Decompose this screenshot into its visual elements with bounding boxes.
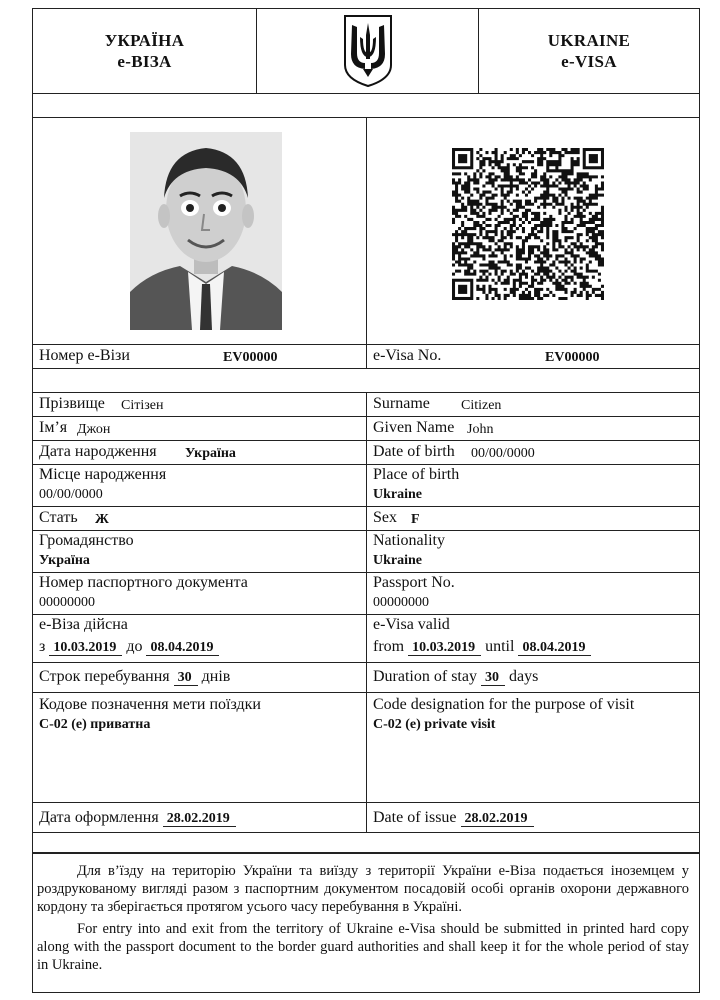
visa-number-uk bbox=[33, 345, 367, 368]
header-center bbox=[257, 9, 479, 93]
purpose-value-en: C-02 (e) private visit bbox=[373, 717, 496, 732]
given-name-label-uk: Ім’я bbox=[39, 419, 68, 436]
surname-uk bbox=[33, 393, 367, 416]
purpose-label-en: Code designation for the purpose of visit bbox=[373, 696, 635, 713]
passport-row bbox=[32, 573, 700, 615]
citizenship-uk bbox=[33, 531, 367, 572]
sex-en bbox=[367, 507, 699, 530]
entry-exit-note bbox=[32, 853, 700, 993]
visa-number-label-en: e-Visa No. bbox=[373, 347, 442, 364]
purpose-label-uk: Кодове позначення мети поїздки bbox=[39, 696, 261, 713]
issue-label-uk: Дата оформлення bbox=[39, 809, 159, 826]
country-title-en: UKRAINE bbox=[547, 31, 631, 50]
passport-value-uk: 00000000 bbox=[39, 595, 95, 610]
validity-uk bbox=[33, 615, 367, 662]
visa-number-value-en: EV00000 bbox=[545, 350, 600, 365]
given-name-value-uk: Джон bbox=[77, 422, 111, 437]
to-date-en: 08.04.2019 bbox=[518, 640, 591, 656]
from-word-uk: з bbox=[39, 638, 46, 655]
surname-label-en: Surname bbox=[373, 395, 430, 412]
validity-label-en: e-Visa valid bbox=[373, 616, 450, 633]
dob-value-en: 00/00/0000 bbox=[471, 446, 535, 461]
validity-from-en bbox=[373, 638, 591, 656]
country-title-uk: УКРАЇНА bbox=[104, 31, 185, 50]
issue-label-en: Date of issue bbox=[373, 809, 457, 826]
issue-date-en: 28.02.2019 bbox=[461, 811, 534, 827]
citizenship-label-uk: Громадянство bbox=[39, 532, 134, 549]
citizenship-row bbox=[32, 531, 700, 573]
stay-unit-uk: днів bbox=[201, 668, 231, 685]
spacer-row bbox=[32, 94, 700, 118]
given-name-row bbox=[32, 417, 700, 441]
citizenship-label-en: Nationality bbox=[373, 532, 445, 549]
dob-en bbox=[367, 441, 699, 464]
note-en: For entry into and exit from the territory of Ukraine e-Visa should be submitted in printed hard copy along with the passport document to the border guard authorities and shall keep it for the whole period of stay in Ukraine. bbox=[37, 921, 689, 973]
dob-label-uk: Дата народження bbox=[39, 443, 157, 460]
passport-value-en: 00000000 bbox=[373, 595, 429, 610]
pob-uk bbox=[33, 465, 367, 506]
evisa-document bbox=[32, 8, 700, 993]
stay-uk bbox=[33, 663, 367, 692]
purpose-en bbox=[367, 693, 699, 802]
visa-number-label-uk: Номер е-Візи bbox=[39, 347, 130, 364]
sex-row bbox=[32, 507, 700, 531]
pob-value-uk: 00/00/0000 bbox=[39, 487, 103, 502]
pob-value-en: Ukraine bbox=[373, 487, 422, 502]
citizenship-value-uk: Україна bbox=[39, 553, 90, 568]
stay-text-en bbox=[373, 668, 538, 686]
validity-label-uk: е-Віза дійсна bbox=[39, 616, 128, 633]
from-date-en: 10.03.2019 bbox=[408, 640, 481, 656]
validity-row bbox=[32, 615, 700, 663]
passport-label-en: Passport No. bbox=[373, 574, 455, 591]
sex-uk bbox=[33, 507, 367, 530]
surname-value-en: Citizen bbox=[461, 398, 502, 413]
pob-en bbox=[367, 465, 699, 506]
stay-unit-en: days bbox=[508, 668, 539, 685]
visa-number-value-uk: EV00000 bbox=[223, 350, 278, 365]
dob-row bbox=[32, 441, 700, 465]
surname-value-uk: Сітізен bbox=[121, 398, 164, 413]
sex-label-uk: Стать bbox=[39, 509, 78, 526]
sex-value-en: F bbox=[411, 512, 420, 527]
given-name-value-en: John bbox=[467, 422, 494, 437]
spacer-row-2 bbox=[32, 369, 700, 393]
surname-row bbox=[32, 393, 700, 417]
issue-uk bbox=[33, 803, 367, 832]
qr-code-icon bbox=[452, 148, 604, 300]
qr-cell bbox=[367, 118, 699, 344]
given-name-en bbox=[367, 417, 699, 440]
holder-photo bbox=[130, 132, 282, 330]
surname-label-uk: Прізвище bbox=[39, 395, 105, 412]
photo-qr-row bbox=[32, 118, 700, 345]
header-left bbox=[33, 9, 257, 93]
to-word-en: until bbox=[485, 638, 515, 655]
issue-row bbox=[32, 803, 700, 833]
stay-label-uk: Строк перебування bbox=[39, 668, 170, 685]
visa-number-en bbox=[367, 345, 699, 368]
pob-label-en: Place of birth bbox=[373, 466, 460, 483]
header bbox=[32, 8, 700, 94]
stay-days-en: 30 bbox=[481, 670, 505, 686]
photo-cell bbox=[33, 118, 367, 344]
visa-number-row bbox=[32, 345, 700, 369]
spacer-row-3 bbox=[32, 833, 700, 853]
stay-label-en: Duration of stay bbox=[373, 668, 477, 685]
citizenship-value-en: Ukraine bbox=[373, 553, 422, 568]
validity-en bbox=[367, 615, 699, 662]
surname-en bbox=[367, 393, 699, 416]
to-date-uk: 08.04.2019 bbox=[146, 640, 219, 656]
visa-title-en: e-VISA bbox=[561, 52, 617, 71]
stay-text-uk bbox=[39, 668, 230, 686]
stay-row bbox=[32, 663, 700, 693]
issue-text-uk bbox=[39, 809, 236, 827]
dob-value-uk: Україна bbox=[185, 446, 236, 461]
given-name-uk bbox=[33, 417, 367, 440]
purpose-value-uk: С-02 (е) приватна bbox=[39, 717, 151, 732]
pob-row bbox=[32, 465, 700, 507]
dob-uk bbox=[33, 441, 367, 464]
from-date-uk: 10.03.2019 bbox=[49, 640, 122, 656]
citizenship-en bbox=[367, 531, 699, 572]
sex-label-en: Sex bbox=[373, 509, 397, 526]
purpose-uk bbox=[33, 693, 367, 802]
issue-date-uk: 28.02.2019 bbox=[163, 811, 236, 827]
issue-text-en bbox=[373, 809, 534, 827]
note-uk: Для в’їзду на територію України та виїзду з території України е-Віза подається іноземцем у роздрукованому вигляді разом з паспортним документом посадовій особі органів охорони державного кордону та зберігається протягом усього часу перебування в Україні. bbox=[37, 863, 689, 915]
passport-label-uk: Номер паспортного документа bbox=[39, 574, 248, 591]
visa-title-uk: e-ВІЗА bbox=[117, 52, 172, 71]
stay-en bbox=[367, 663, 699, 692]
dob-label-en: Date of birth bbox=[373, 443, 455, 460]
issue-en bbox=[367, 803, 699, 832]
given-name-label-en: Given Name bbox=[373, 419, 455, 436]
sex-value-uk: Ж bbox=[95, 512, 109, 527]
passport-uk bbox=[33, 573, 367, 614]
stay-days-uk: 30 bbox=[174, 670, 198, 686]
header-right bbox=[479, 9, 699, 93]
validity-from-uk bbox=[39, 638, 219, 656]
to-word-uk: до bbox=[126, 638, 143, 655]
trident-coat-of-arms-icon bbox=[341, 13, 395, 89]
passport-en bbox=[367, 573, 699, 614]
purpose-row bbox=[32, 693, 700, 803]
from-word-en: from bbox=[373, 638, 405, 655]
pob-label-uk: Місце народження bbox=[39, 466, 167, 483]
